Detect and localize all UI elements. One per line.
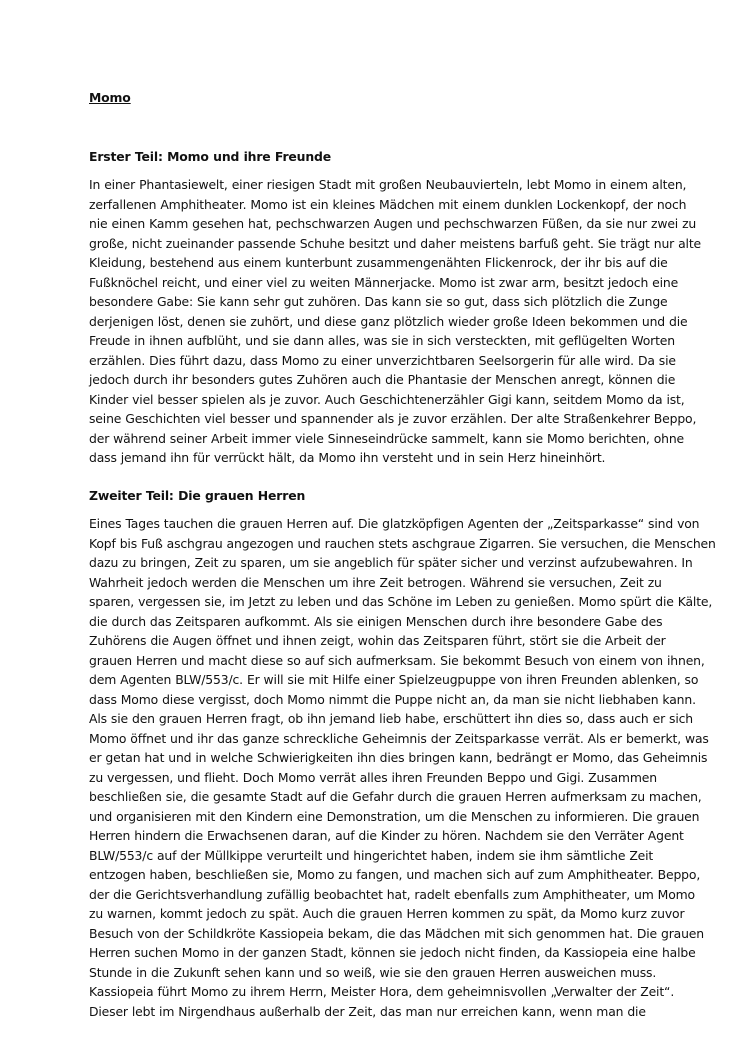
text-line: Eines Tages tauchen die grauen Herren auf. Die glatzköpfigen Agenten der „Zeitsparkasse“ sind von	[89, 516, 700, 531]
text-line: dass Momo diese vergisst, doch Momo nimmt die Puppe nicht an, da man sie nicht liebhaben kann.	[89, 691, 696, 707]
text-line: BLW/553/c auf der Müllkippe verurteilt und hingerichtet haben, indem sie ihm sämtliche Zeit	[89, 847, 654, 863]
text-line: Stunde in die Zukunft sehen kann und so weiß, wie sie den grauen Herren ausweichen muss.	[89, 964, 657, 980]
text-line: Kopf bis Fuß aschgrau angezogen und rauchen stets aschgraue Zigarren. Sie versuchen, die Menschen	[89, 535, 716, 551]
text-line: Zuhörens die Augen öffnet und ihnen zeigt, wohin das Zeitsparen führt, stört sie die Arbeit der	[89, 633, 666, 648]
text-line: nie einen Kamm gesehen hat, pechschwarzen Augen und pechschwarzen Füßen, da sie nur zwei zu	[89, 216, 697, 231]
text-line: der während seiner Arbeit immer viele Sinneseindrücke sammelt, kann sie Momo berichten, ohne	[89, 430, 685, 446]
text-line: Dieser lebt im Nirgendhaus außerhalb der Zeit, das man nur erreichen kann, wenn man die	[89, 1003, 646, 1019]
text-line: beschließen sie, die gesamte Stadt auf die Gefahr durch die grauen Herren aufmerksam zu machen,	[89, 789, 702, 804]
text-line: die durch das Zeitsparen aufkommt. Als sie einigen Menschen durch ihre besondere Gabe des	[89, 613, 663, 629]
text-line: Kassiopeia führt Momo zu ihrem Herrn, Meister Hora, dem geheimnisvollen „Verwalter der Zeit“.	[89, 984, 675, 999]
document-title: Momo	[89, 90, 131, 105]
text-line: zu warnen, kommt jedoch zu spät. Auch die grauen Herren kommen zu spät, da Momo kurz zuvor	[89, 906, 685, 921]
text-line: er getan hat und in welche Schwierigkeiten ihn dies bringen kann, bedrängt er Momo, das Geheimnis	[89, 750, 708, 765]
text-line: dem Agenten BLW/553/c. Er will sie mit Hilfe einer Spielzeugpuppe von ihren Freunden ablenken, so	[89, 672, 699, 687]
text-line: erzählen. Dies führt dazu, dass Momo zu einer unverzichtbaren Seelsorgerin für alle wird. Da sie	[89, 352, 676, 368]
text-line: Herren suchen Momo in der ganzen Stadt, können sie jedoch nicht finden, da Kassiopeia eine halbe	[89, 945, 696, 960]
text-line: besondere Gabe: Sie kann sehr gut zuhören. Das kann sie so gut, dass sich plötzlich die Zunge	[89, 294, 668, 309]
text-line: Kleidung, bestehend aus einem kunterbunt zusammengenähten Flickenrock, der ihr bis auf die	[89, 255, 668, 270]
text-line: jedoch durch ihr besonders gutes Zuhören auch die Phantasie der Menschen anregt, können die	[89, 372, 676, 387]
text-line: und organisieren mit den Kindern eine Demonstration, um die Menschen zu informieren. Die grauen	[89, 808, 700, 824]
text-line: Fußknöchel reicht, und einer viel zu weiten Männerjacke. Momo ist zwar arm, besitzt jedoch eine	[89, 274, 679, 290]
text-line: seine Geschichten viel besser und spannender als je zuvor erzählen. Der alte Straßenkehrer Beppo,	[89, 411, 697, 426]
text-line: Herren hindern die Erwachsenen daran, auf die Kinder zu hören. Nachdem sie den Verräter Agent	[89, 828, 684, 843]
text-line: entzogen haben, beschließen sie, Momo zu fangen, und machen sich auf zum Amphitheater. Beppo,	[89, 867, 701, 882]
text-line: Als sie den grauen Herren fragt, ob ihn jemand lieb habe, erschüttert ihn dies so, dass auch er sich	[89, 711, 693, 726]
section-heading-1: Erster Teil: Momo und ihre Freunde	[89, 149, 331, 164]
text-line: Kinder viel besser spielen als je zuvor. Auch Geschichtenerzähler Gigi kann, seitdem Momo da ist,	[89, 391, 685, 407]
text-line: große, nicht zueinander passende Schuhe besitzt und daher meistens barfuß geht. Sie trägt nur alte	[89, 235, 702, 251]
text-line: der die Gerichtsverhandlung zufällig beobachtet hat, radelt ebenfalls zum Amphitheater, um Momo	[89, 886, 695, 902]
text-line: sparen, vergessen sie, im Jetzt zu leben und das Schöne im Leben zu genießen. Momo spürt die Kälte,	[89, 594, 713, 609]
text-line: dazu zu bringen, Zeit zu sparen, um sie angeblich für später sicher und verzinst aufzubewahren. In	[89, 555, 693, 570]
text-line: dass jemand ihn für verrückt hält, da Momo ihn versteht und in sein Herz hineinhört.	[89, 450, 606, 465]
section-heading-2: Zweiter Teil: Die grauen Herren	[89, 488, 306, 503]
text-line: In einer Phantasiewelt, einer riesigen Stadt mit großen Neubauvierteln, lebt Momo in einem alten,	[89, 177, 687, 192]
text-line: zu vergessen, und flieht. Doch Momo verrät alles ihren Freunden Beppo und Gigi. Zusammen	[89, 769, 657, 785]
text-line: derjenigen löst, denen sie zuhört, und diese ganz plötzlich wieder große Ideen bekommen und die	[89, 313, 688, 329]
text-line: zerfallenen Amphitheater. Momo ist ein kleines Mädchen mit einem dunklen Lockenkopf, der noch	[89, 196, 687, 212]
text-line: Besuch von der Schildkröte Kassiopeia bekam, die das Mädchen mit sich genommen hat. Die grauen	[89, 925, 704, 941]
text-line: grauen Herren und macht diese so auf sich aufmerksam. Sie bekommt Besuch von einem von ihnen,	[89, 652, 705, 668]
text-line: Freude in ihnen aufblüht, und sie dann alles, was sie in sich versteckten, mit geflügelten Worten	[89, 333, 675, 348]
text-line: Momo öffnet und ihr das ganze schreckliche Geheimnis der Zeitsparkasse verrät. Als er bemerkt, was	[89, 730, 709, 746]
text-line: Wahrheit jedoch werden die Menschen um ihre Zeit betrogen. Während sie versuchen, Zeit zu	[89, 574, 662, 590]
